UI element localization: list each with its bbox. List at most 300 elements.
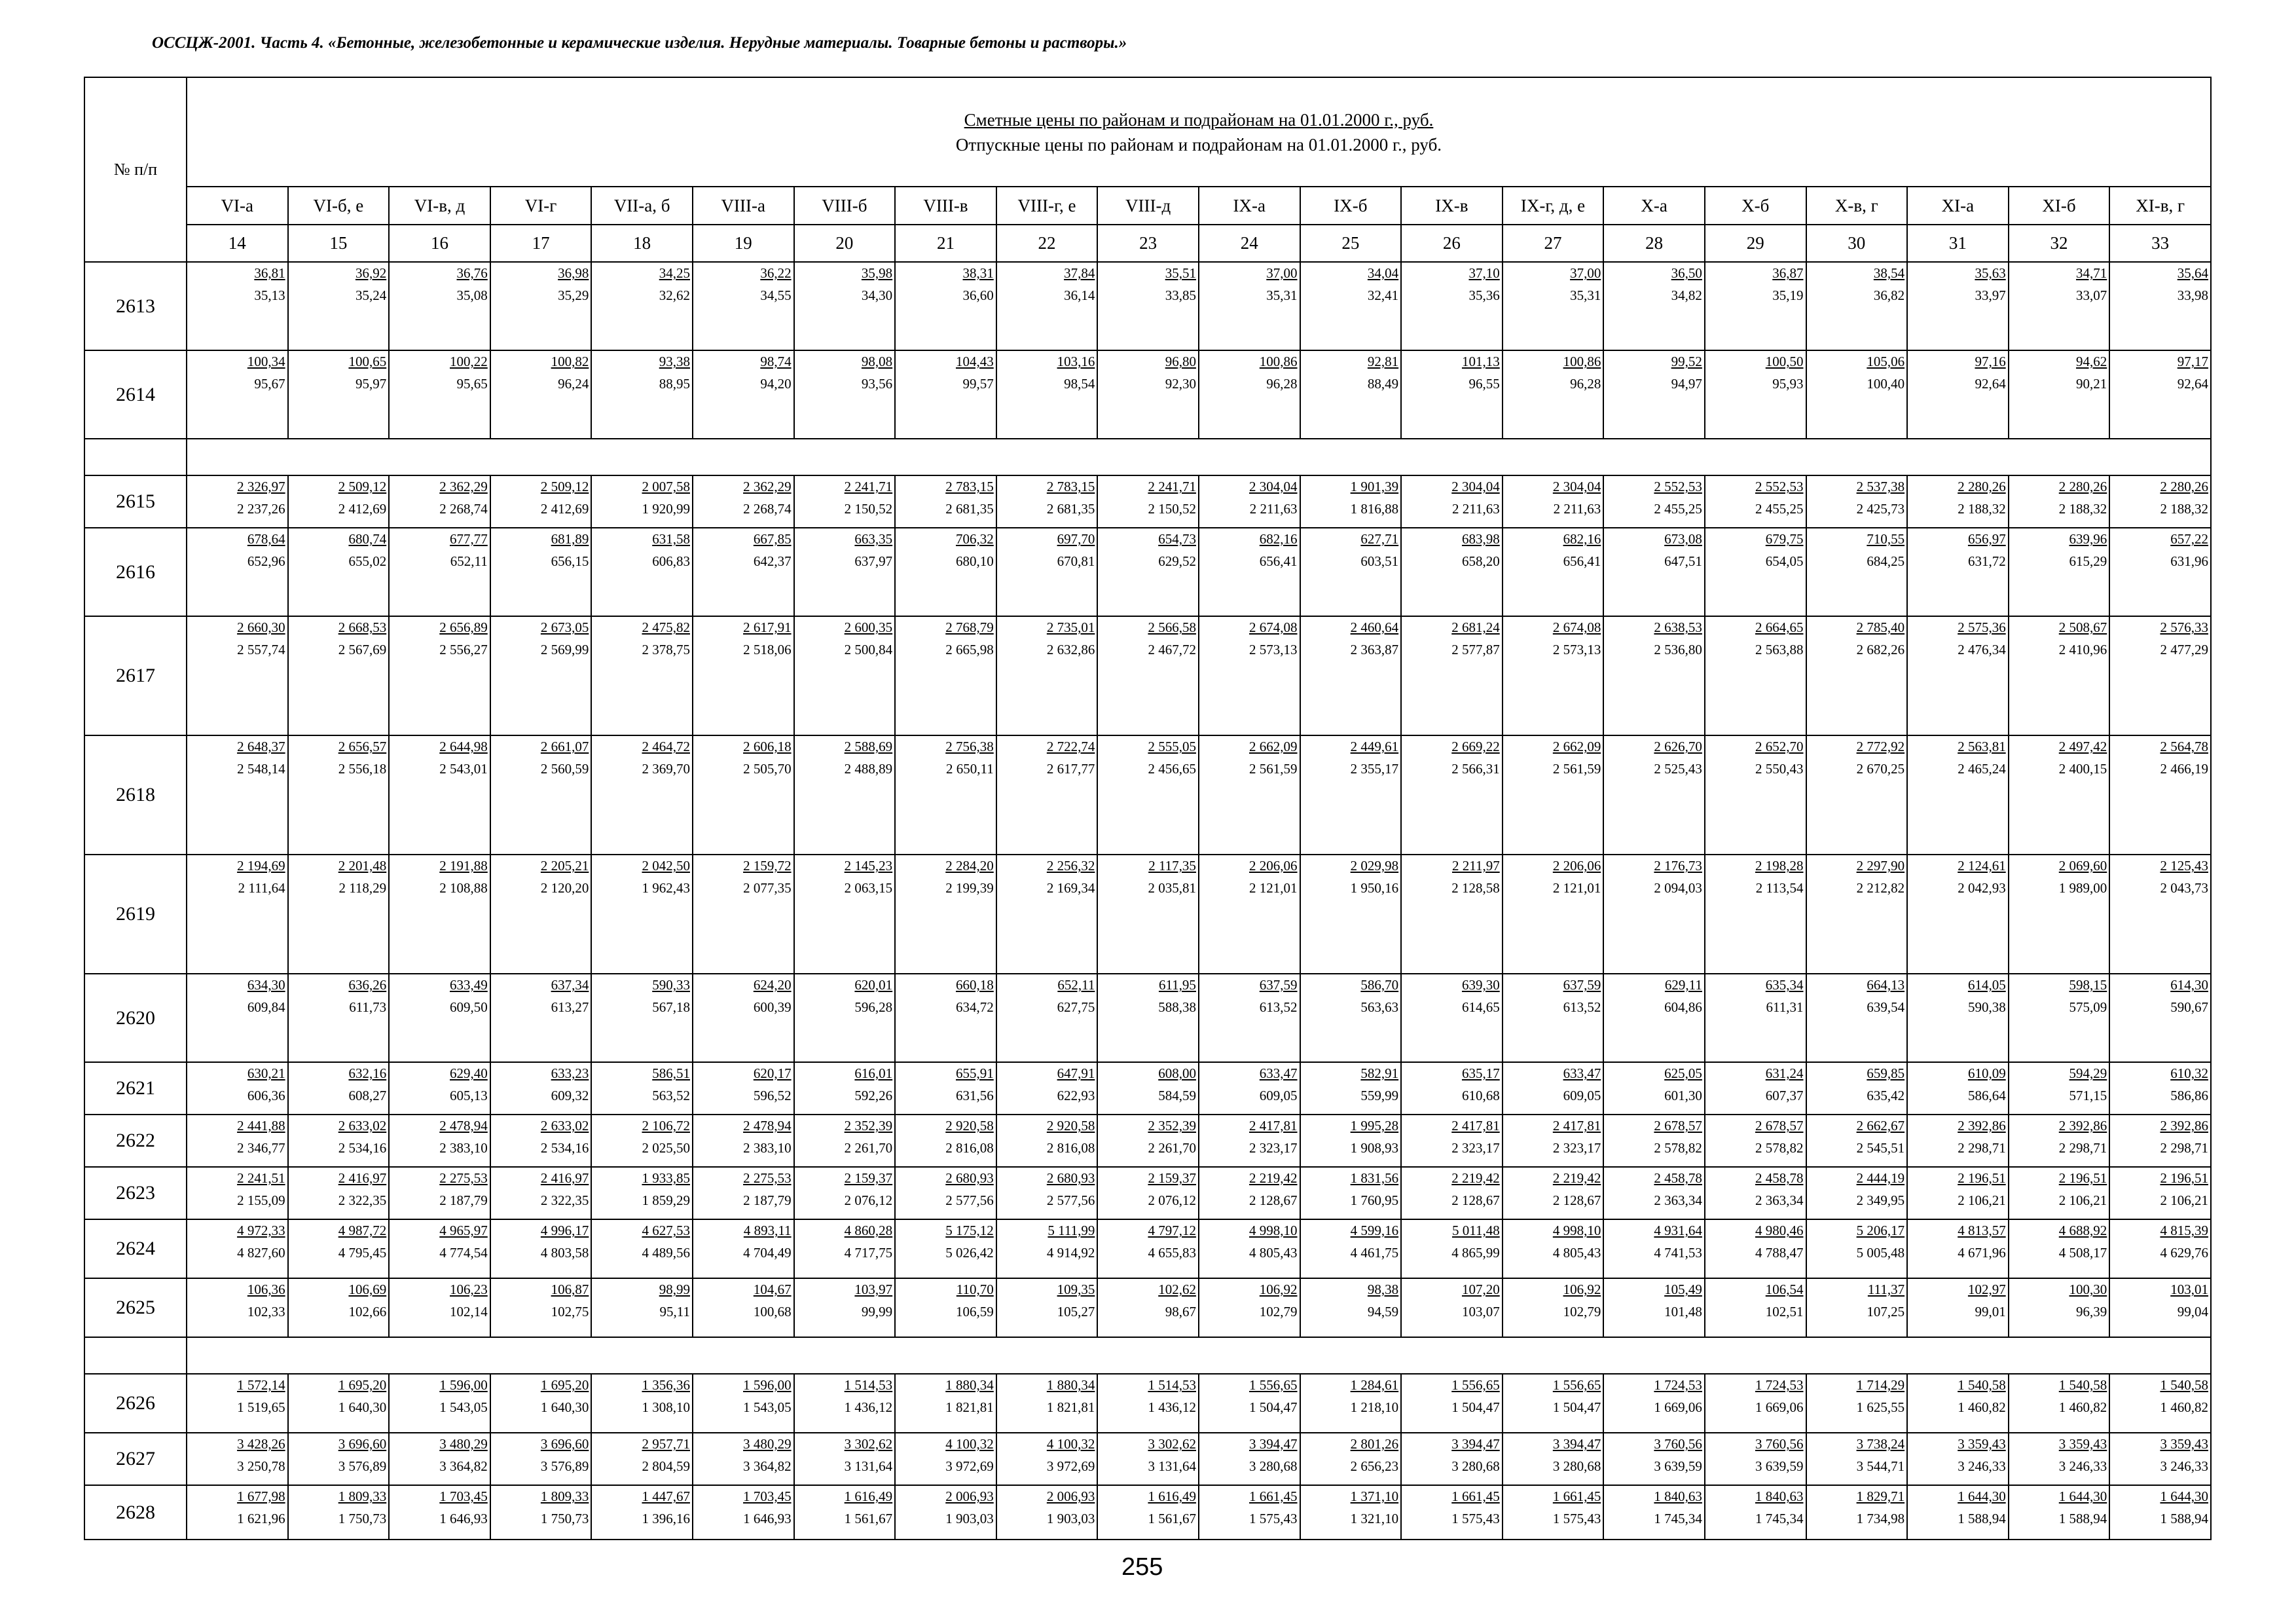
release-price: 2 094,03	[1654, 880, 1702, 896]
estimated-price: 659,85	[1867, 1065, 1905, 1081]
release-price: 3 972,69	[1046, 1458, 1095, 1474]
release-price: 1 460,82	[2160, 1399, 2208, 1415]
release-price: 586,86	[2170, 1088, 2208, 1103]
price-cell	[693, 1062, 794, 1115]
release-price: 36,60	[962, 287, 994, 303]
release-price: 103,07	[1461, 1304, 1500, 1320]
price-cell	[389, 350, 490, 439]
price-cell	[1199, 735, 1300, 855]
price-cell	[2109, 528, 2211, 616]
release-price: 2 556,18	[338, 761, 387, 777]
price-cell	[591, 1219, 693, 1278]
price-cell	[794, 262, 896, 350]
table-row	[84, 1433, 2211, 1485]
estimated-price: 106,92	[1259, 1282, 1298, 1297]
release-price: 2 035,81	[1148, 880, 1196, 896]
table-row	[84, 1219, 2211, 1278]
price-cell	[693, 1167, 794, 1219]
estimated-price: 99,52	[1671, 354, 1702, 369]
estimated-price: 36,76	[456, 265, 488, 281]
separator-row	[84, 439, 2211, 475]
estimated-price: 2 801,26	[1350, 1436, 1399, 1452]
table-row	[84, 616, 2211, 735]
price-cell	[2109, 1485, 2211, 1540]
estimated-price: 2 588,69	[844, 739, 893, 754]
estimated-price: 1 661,45	[1249, 1488, 1298, 1504]
estimated-price: 614,05	[1967, 977, 2006, 993]
price-cell	[2009, 1278, 2110, 1337]
price-cell	[693, 475, 794, 528]
price-cell	[1907, 1374, 2009, 1433]
release-price: 3 131,64	[844, 1458, 893, 1474]
estimated-price: 1 661,45	[1552, 1488, 1601, 1504]
release-price: 99,04	[2177, 1304, 2208, 1320]
estimated-price: 2 564,78	[2160, 739, 2208, 754]
price-cell	[794, 1167, 896, 1219]
release-price: 2 111,64	[238, 880, 285, 896]
row-number: 2625	[84, 1278, 187, 1337]
release-price: 2 121,01	[1249, 880, 1298, 896]
release-price: 601,30	[1664, 1088, 1702, 1103]
price-cell	[1401, 1115, 1503, 1167]
price-cell	[1603, 855, 1705, 974]
estimated-price: 2 638,53	[1654, 619, 1702, 635]
price-cell	[1603, 1278, 1705, 1337]
price-table-title	[187, 77, 2211, 187]
price-cell	[1806, 1433, 1908, 1485]
price-cell	[794, 855, 896, 974]
release-price: 102,14	[450, 1304, 488, 1320]
price-cell	[1199, 1167, 1300, 1219]
price-cell	[1907, 1062, 2009, 1115]
release-price: 2 573,13	[1552, 642, 1601, 657]
price-cell	[2009, 350, 2110, 439]
release-price: 631,96	[2170, 553, 2208, 569]
release-price: 3 246,33	[2160, 1458, 2208, 1474]
release-price: 102,79	[1563, 1304, 1601, 1320]
price-cell	[1199, 475, 1300, 528]
release-price: 2 816,08	[1046, 1140, 1095, 1156]
release-price: 2 525,43	[1654, 761, 1702, 777]
release-price: 2 670,25	[1856, 761, 1905, 777]
price-cell	[389, 1278, 490, 1337]
release-price: 2 467,72	[1148, 642, 1196, 657]
estimated-price: 92,81	[1367, 354, 1399, 369]
release-price: 2 169,34	[1046, 880, 1095, 896]
estimated-price: 2 735,01	[1046, 619, 1095, 635]
estimated-price: 2 678,57	[1654, 1118, 1702, 1134]
release-price: 627,75	[1057, 999, 1095, 1015]
price-cell	[895, 528, 996, 616]
estimated-price: 706,32	[956, 531, 994, 547]
estimated-price: 637,59	[1259, 977, 1298, 993]
price-cell	[288, 1062, 390, 1115]
price-cell	[288, 616, 390, 735]
release-price: 2 561,59	[1552, 761, 1601, 777]
price-cell	[288, 475, 390, 528]
release-price: 94,20	[760, 376, 792, 392]
release-price: 95,97	[355, 376, 387, 392]
release-price: 2 188,32	[2058, 501, 2107, 517]
price-cell	[996, 1485, 1098, 1540]
release-price: 2 577,56	[1046, 1192, 1095, 1208]
estimated-price: 2 680,93	[1046, 1170, 1095, 1186]
release-price: 2 566,31	[1451, 761, 1500, 777]
estimated-price: 654,73	[1158, 531, 1196, 547]
release-price: 2 121,01	[1552, 880, 1601, 896]
estimated-price: 3 359,43	[2160, 1436, 2208, 1452]
estimated-price: 1 616,49	[844, 1488, 893, 1504]
release-price: 99,99	[861, 1304, 893, 1320]
price-cell	[591, 1433, 693, 1485]
estimated-price: 2 206,06	[1249, 858, 1298, 874]
estimated-price: 102,97	[1967, 1282, 2006, 1297]
estimated-price: 625,05	[1664, 1065, 1702, 1081]
estimated-price: 100,82	[551, 354, 589, 369]
price-cell	[1199, 350, 1300, 439]
price-cell	[1503, 528, 1604, 616]
price-cell	[1097, 1219, 1199, 1278]
estimated-price: 1 714,29	[1856, 1377, 1905, 1393]
estimated-price: 2 633,02	[540, 1118, 589, 1134]
estimated-price: 2 206,06	[1552, 858, 1601, 874]
price-cell	[1603, 350, 1705, 439]
release-price: 629,52	[1158, 553, 1196, 569]
estimated-price: 1 556,65	[1451, 1377, 1500, 1393]
price-cell	[1603, 262, 1705, 350]
release-price: 1 750,73	[338, 1511, 387, 1526]
estimated-price: 2 497,42	[2058, 739, 2107, 754]
estimated-price: 656,97	[1967, 531, 2006, 547]
estimated-price: 635,34	[1765, 977, 1804, 993]
price-cell	[1503, 1115, 1604, 1167]
estimated-price: 2 196,51	[2160, 1170, 2208, 1186]
estimated-price: 1 356,36	[642, 1377, 690, 1393]
price-cell	[2009, 1374, 2110, 1433]
price-cell	[1199, 1374, 1300, 1433]
release-price: 1 504,47	[1552, 1399, 1601, 1415]
estimated-price: 1 809,33	[338, 1488, 387, 1504]
region-header: VI-а	[187, 187, 288, 225]
estimated-price: 1 695,20	[540, 1377, 589, 1393]
price-cell	[1705, 262, 1806, 350]
estimated-price: 710,55	[1867, 531, 1905, 547]
price-cell	[288, 1278, 390, 1337]
column-number: 25	[1300, 225, 1402, 262]
release-price: 1 575,43	[1451, 1511, 1500, 1526]
release-price: 4 489,56	[642, 1245, 690, 1261]
price-cell	[693, 1374, 794, 1433]
estimated-price: 2 783,15	[1046, 479, 1095, 494]
release-price: 596,28	[854, 999, 893, 1015]
release-price: 2 323,17	[1552, 1140, 1601, 1156]
release-price: 1 989,00	[2058, 880, 2107, 896]
region-header: VIII-г, е	[996, 187, 1098, 225]
release-price: 2 128,67	[1249, 1192, 1298, 1208]
estimated-price: 2 661,07	[540, 739, 589, 754]
estimated-price: 647,91	[1057, 1065, 1095, 1081]
release-price: 1 669,06	[1654, 1399, 1702, 1415]
price-cell	[1705, 1115, 1806, 1167]
release-price: 2 211,63	[1451, 501, 1500, 517]
estimated-price: 2 304,04	[1451, 479, 1500, 494]
estimated-price: 2 194,69	[237, 858, 285, 874]
estimated-price: 635,17	[1461, 1065, 1500, 1081]
price-cell	[895, 855, 996, 974]
estimated-price: 106,36	[247, 1282, 285, 1297]
estimated-price: 2 662,67	[1856, 1118, 1905, 1134]
estimated-price: 2 159,37	[1148, 1170, 1196, 1186]
release-price: 609,32	[551, 1088, 589, 1103]
release-price: 2 063,15	[844, 880, 893, 896]
price-cell	[2009, 528, 2110, 616]
price-cell	[1705, 616, 1806, 735]
estimated-price: 629,11	[1664, 977, 1702, 993]
release-price: 3 364,82	[743, 1458, 792, 1474]
estimated-price: 4 860,28	[844, 1223, 893, 1238]
price-cell	[389, 1485, 490, 1540]
estimated-price: 2 785,40	[1856, 619, 1905, 635]
estimated-price: 2 660,30	[237, 619, 285, 635]
estimated-price: 681,89	[551, 531, 589, 547]
estimated-price: 4 893,11	[743, 1223, 792, 1238]
estimated-price: 34,71	[2076, 265, 2107, 281]
release-price: 2 199,39	[945, 880, 994, 896]
release-price: 2 543,01	[439, 761, 488, 777]
release-price: 2 042,93	[1958, 880, 2006, 896]
release-price: 586,64	[1967, 1088, 2006, 1103]
release-price: 2 650,11	[946, 761, 994, 777]
estimated-price: 4 688,92	[2058, 1223, 2107, 1238]
release-price: 3 246,33	[2058, 1458, 2107, 1474]
release-price: 4 741,53	[1654, 1245, 1702, 1261]
estimated-price: 608,00	[1158, 1065, 1196, 1081]
price-cell	[1806, 475, 1908, 528]
release-price: 1 561,67	[844, 1511, 893, 1526]
price-cell	[2009, 475, 2110, 528]
estimated-price: 2 392,86	[2160, 1118, 2208, 1134]
release-price: 3 364,82	[439, 1458, 488, 1474]
release-price: 606,36	[247, 1088, 285, 1103]
price-cell	[996, 1278, 1098, 1337]
release-price: 614,65	[1461, 999, 1500, 1015]
release-price: 92,64	[2177, 376, 2208, 392]
estimated-price: 1 572,14	[237, 1377, 285, 1393]
release-price: 102,51	[1765, 1304, 1804, 1320]
price-cell	[288, 1374, 390, 1433]
price-cell	[288, 1219, 390, 1278]
release-price: 3 280,68	[1451, 1458, 1500, 1474]
estimated-price: 2 106,72	[642, 1118, 690, 1134]
price-cell	[490, 1433, 592, 1485]
release-price: 96,24	[558, 376, 589, 392]
price-cell	[1806, 974, 1908, 1062]
npp-header: № п/п	[84, 77, 187, 262]
price-cell	[187, 528, 288, 616]
estimated-price: 633,47	[1259, 1065, 1298, 1081]
estimated-price: 35,64	[2177, 265, 2208, 281]
estimated-price: 2 362,29	[743, 479, 792, 494]
price-cell	[1300, 1115, 1402, 1167]
release-price: 1 588,94	[1958, 1511, 2006, 1526]
estimated-price: 2 416,97	[338, 1170, 387, 1186]
release-price: 610,68	[1461, 1088, 1500, 1103]
release-price: 35,29	[558, 287, 589, 303]
estimated-price: 2 191,88	[439, 858, 488, 874]
price-cell	[187, 475, 288, 528]
region-header: VI-в, д	[389, 187, 490, 225]
release-price: 606,83	[652, 553, 690, 569]
release-price: 4 629,76	[2160, 1245, 2208, 1261]
price-cell	[794, 1485, 896, 1540]
estimated-price: 2 284,20	[945, 858, 994, 874]
release-price: 613,52	[1259, 999, 1298, 1015]
release-price: 2 476,34	[1958, 642, 2006, 657]
release-price: 36,82	[1873, 287, 1905, 303]
estimated-price: 664,13	[1867, 977, 1905, 993]
table-row	[84, 855, 2211, 974]
estimated-price: 4 972,33	[237, 1223, 285, 1238]
release-price: 4 704,49	[743, 1245, 792, 1261]
price-cell	[2009, 1167, 2110, 1219]
estimated-price: 1 371,10	[1350, 1488, 1399, 1504]
estimated-price: 1 677,98	[237, 1488, 285, 1504]
column-number: 22	[996, 225, 1098, 262]
release-price: 592,26	[854, 1088, 893, 1103]
release-price: 95,93	[1772, 376, 1804, 392]
estimated-price: 637,34	[551, 977, 589, 993]
release-price: 608,27	[348, 1088, 387, 1103]
release-price: 3 280,68	[1552, 1458, 1601, 1474]
price-cell	[2009, 1062, 2110, 1115]
release-price: 1 920,99	[642, 501, 690, 517]
column-number: 31	[1907, 225, 2009, 262]
release-price: 652,96	[247, 553, 285, 569]
estimated-price: 4 998,10	[1552, 1223, 1601, 1238]
estimated-price: 103,97	[854, 1282, 893, 1297]
region-header: VIII-б	[794, 187, 896, 225]
estimated-price: 682,16	[1259, 531, 1298, 547]
estimated-price: 2 029,98	[1350, 858, 1399, 874]
estimated-price: 3 394,47	[1249, 1436, 1298, 1452]
price-cell	[187, 974, 288, 1062]
estimated-price: 2 920,58	[1046, 1118, 1095, 1134]
price-cell	[591, 1062, 693, 1115]
release-price: 2 505,70	[743, 761, 792, 777]
table-row	[84, 1374, 2211, 1433]
price-cell	[895, 735, 996, 855]
price-table-body	[84, 262, 2211, 1540]
release-price: 4 827,60	[237, 1245, 285, 1261]
price-cell	[1300, 1062, 1402, 1115]
price-cell	[794, 1433, 896, 1485]
estimated-price: 3 359,43	[2058, 1436, 2107, 1452]
estimated-price: 2 783,15	[945, 479, 994, 494]
release-price: 1 750,73	[540, 1511, 589, 1526]
price-cell	[693, 1115, 794, 1167]
price-cell	[1503, 1167, 1604, 1219]
price-cell	[693, 735, 794, 855]
estimated-price: 2 352,39	[1148, 1118, 1196, 1134]
price-cell	[288, 1115, 390, 1167]
release-price: 2 155,09	[237, 1192, 285, 1208]
price-cell	[187, 1374, 288, 1433]
price-cell	[187, 735, 288, 855]
estimated-price: 2 205,21	[540, 858, 589, 874]
estimated-price: 2 920,58	[945, 1118, 994, 1134]
estimated-price: 104,67	[753, 1282, 792, 1297]
release-price: 637,97	[854, 553, 893, 569]
price-cell	[1401, 475, 1503, 528]
estimated-price: 2 662,09	[1552, 739, 1601, 754]
estimated-price: 34,25	[659, 265, 690, 281]
estimated-price: 1 514,53	[844, 1377, 893, 1393]
row-number: 2620	[84, 974, 187, 1062]
release-price: 2 363,87	[1350, 642, 1399, 657]
release-price: 35,36	[1468, 287, 1500, 303]
estimated-price: 2 219,42	[1552, 1170, 1601, 1186]
estimated-price: 594,29	[2069, 1065, 2107, 1081]
estimated-price: 111,37	[1867, 1282, 1905, 1297]
release-price: 88,95	[659, 376, 690, 392]
price-cell	[2109, 1062, 2211, 1115]
estimated-price: 4 797,12	[1148, 1223, 1196, 1238]
price-cell	[1907, 350, 2009, 439]
release-price: 635,42	[1867, 1088, 1905, 1103]
release-price: 2 355,17	[1350, 761, 1399, 777]
price-cell	[187, 262, 288, 350]
release-price: 2 682,26	[1856, 642, 1905, 657]
price-cell	[288, 1433, 390, 1485]
price-cell	[794, 528, 896, 616]
release-price: 609,05	[1563, 1088, 1601, 1103]
release-price: 2 455,25	[1755, 501, 1804, 517]
release-price: 2 412,69	[338, 501, 387, 517]
price-cell	[693, 974, 794, 1062]
release-price: 4 788,47	[1755, 1245, 1804, 1261]
estimated-price: 2 656,89	[439, 619, 488, 635]
price-cell	[895, 974, 996, 1062]
estimated-price: 2 673,05	[540, 619, 589, 635]
release-price: 3 576,89	[338, 1458, 387, 1474]
price-cell	[996, 1062, 1098, 1115]
column-number: 17	[490, 225, 592, 262]
price-cell	[389, 855, 490, 974]
price-cell	[1401, 974, 1503, 1062]
release-price: 2 043,73	[2160, 880, 2208, 896]
estimated-price: 104,43	[956, 354, 994, 369]
release-price: 2 412,69	[540, 501, 589, 517]
release-price: 575,09	[2069, 999, 2107, 1015]
release-price: 100,40	[1867, 376, 1905, 392]
price-cell	[1503, 262, 1604, 350]
estimated-price: 100,30	[2069, 1282, 2107, 1297]
release-price: 2 378,75	[642, 642, 690, 657]
price-cell	[591, 262, 693, 350]
release-price: 88,49	[1367, 376, 1399, 392]
price-cell	[996, 735, 1098, 855]
estimated-price: 2 617,91	[743, 619, 792, 635]
release-price: 631,72	[1967, 553, 2006, 569]
estimated-price: 2 678,57	[1755, 1118, 1804, 1134]
price-cell	[996, 528, 1098, 616]
estimated-price: 637,59	[1563, 977, 1601, 993]
price-cell	[1806, 1115, 1908, 1167]
estimated-price: 631,24	[1765, 1065, 1804, 1081]
release-price: 642,37	[753, 553, 792, 569]
release-price: 571,15	[2069, 1088, 2107, 1103]
price-cell	[591, 735, 693, 855]
